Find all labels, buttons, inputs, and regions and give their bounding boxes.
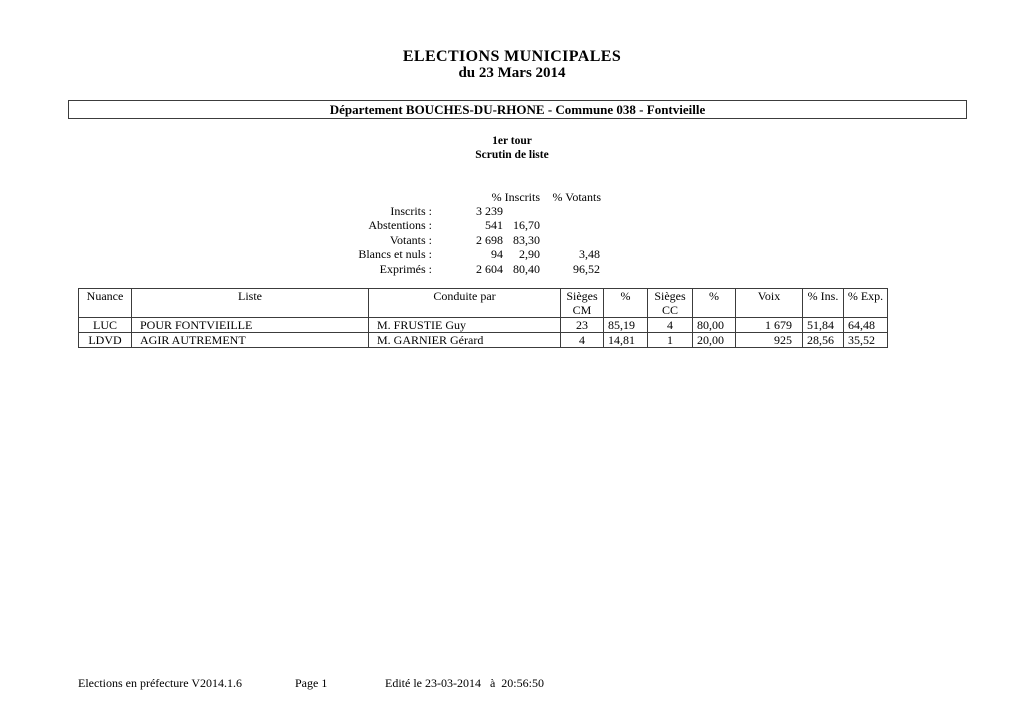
stats-value: 94 [491, 247, 503, 262]
stats-row-abstentions [303, 218, 600, 232]
stats-pct-votants [540, 218, 600, 232]
stats-pct-inscrits: 2,90 [519, 247, 540, 262]
cell-conduite-par: M. FRUSTIE Guy [369, 318, 561, 333]
cell-conduite-par: M. GARNIER Gérard [369, 333, 561, 348]
cell-nuance: LDVD [79, 333, 132, 348]
stats-value: 2 604 [476, 261, 503, 276]
stats-header-pct-votants: % Votants [552, 190, 601, 204]
header-voix: Voix [736, 289, 803, 318]
header-sieges-cc: Sièges CC [648, 289, 693, 318]
round-label: 1er tour [492, 135, 532, 147]
stats-value: 3 239 [476, 204, 503, 218]
stats-value: 2 698 [476, 232, 503, 247]
stats-header-pct-inscrits: % Inscrits [491, 190, 540, 204]
cell-pct-cm: 14,81 [604, 333, 648, 348]
stats-label: Votants : [389, 232, 432, 247]
cell-voix: 1 679 [736, 318, 803, 333]
header-sieges-cm: Sièges CM [561, 289, 604, 318]
footer-page-number: Page 1 [295, 676, 328, 690]
footer-app-version: Elections en préfecture V2014.1.6 [78, 676, 243, 690]
cell-pct-ins: 28,56 [803, 333, 844, 348]
stats-pct-inscrits: 16,70 [513, 218, 540, 233]
stats-pct-votants: 3,48 [579, 247, 600, 262]
footer-edited-timestamp: Edité le 23-03-2014 à 20:56:50 [385, 676, 544, 690]
stats-label: Exprimés : [379, 261, 432, 276]
stats-pct-inscrits: 80,40 [513, 261, 540, 276]
stats-row-blancs-nuls [303, 247, 600, 261]
stats-label: Inscrits : [390, 204, 432, 218]
page-title: ELECTIONS MUNICIPALES [402, 48, 622, 65]
stats-pct-votants: 96,52 [573, 261, 600, 276]
table-row [79, 318, 888, 333]
cell-pct-cc: 80,00 [693, 318, 736, 333]
stats-row-inscrits [303, 204, 600, 218]
stats-value: 541 [485, 218, 503, 233]
header-liste: Liste [132, 289, 369, 318]
results-table [78, 288, 888, 348]
cell-liste: AGIR AUTREMENT [132, 333, 369, 348]
cell-pct-cc: 20,00 [693, 333, 736, 348]
cell-sieges-cc: 4 [648, 318, 693, 333]
round-block [0, 134, 1024, 162]
header-pct-ins: % Ins. [803, 289, 844, 318]
stats-pct-votants [540, 204, 600, 218]
header-pct-exp: % Exp. [844, 289, 888, 318]
header-pct-cc: % [693, 289, 736, 318]
cell-pct-ins: 51,84 [803, 318, 844, 333]
table-row [79, 333, 888, 348]
stats-label: Abstentions : [368, 218, 432, 233]
cell-sieges-cc: 1 [648, 333, 693, 348]
department-banner: Département BOUCHES-DU-RHONE - Commune 038 - Fontvieille [68, 100, 967, 119]
cell-sieges-cm: 4 [561, 333, 604, 348]
cell-sieges-cm: 23 [561, 318, 604, 333]
stats-label: Blancs et nuls : [358, 247, 432, 262]
cell-liste: POUR FONTVIEILLE [132, 318, 369, 333]
stats-pct-votants [540, 233, 600, 247]
cell-voix: 925 [736, 333, 803, 348]
header-nuance: Nuance [79, 289, 132, 318]
stats-pct-inscrits [503, 204, 540, 218]
cell-nuance: LUC [79, 318, 132, 333]
results-header-row [79, 289, 888, 318]
title-block [0, 48, 1024, 81]
stats-pct-inscrits: 83,30 [513, 232, 540, 247]
cell-pct-exp: 35,52 [844, 333, 888, 348]
page-subtitle-date: du 23 Mars 2014 [458, 65, 566, 81]
header-pct-cm: % [604, 289, 648, 318]
stats-row-exprimes [303, 262, 600, 276]
cell-pct-cm: 85,19 [604, 318, 648, 333]
header-conduite-par: Conduite par [369, 289, 561, 318]
stats-row-votants [303, 233, 600, 247]
ballot-type-label: Scrutin de liste [475, 149, 549, 161]
cell-pct-exp: 64,48 [844, 318, 888, 333]
participation-stats-table [303, 204, 600, 276]
